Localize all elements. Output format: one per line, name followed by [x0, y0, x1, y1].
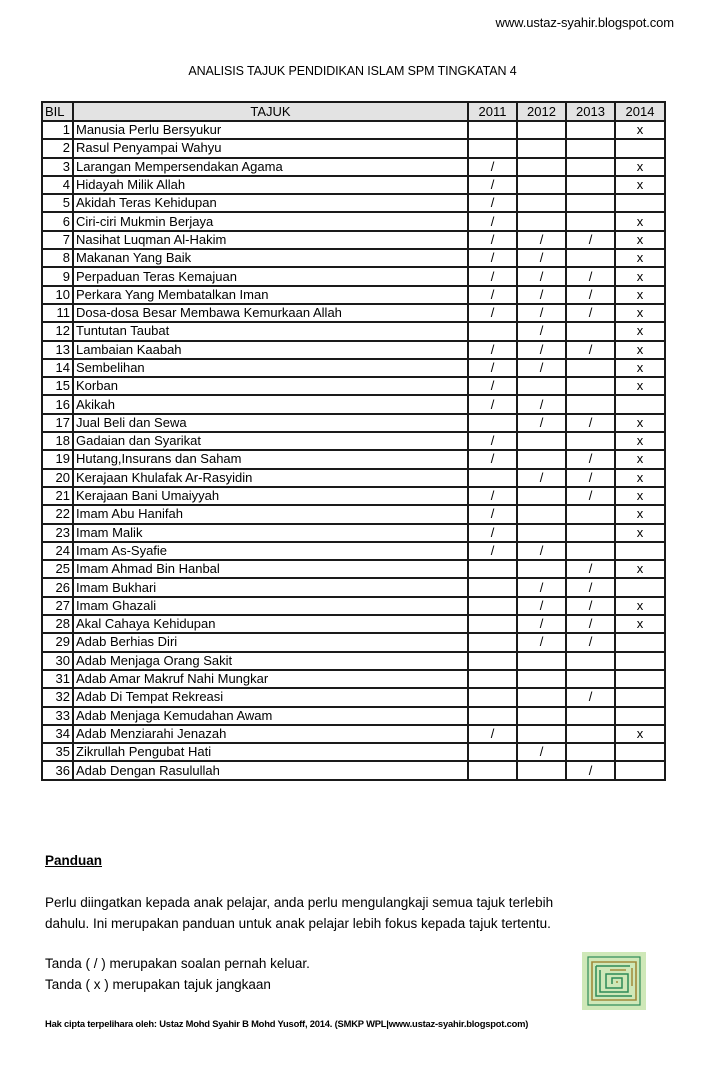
row-number: 34 — [42, 725, 73, 743]
mark-2011 — [468, 139, 517, 157]
topic-analysis-table — [41, 101, 666, 781]
mark-2014 — [615, 139, 665, 157]
mark-2012 — [517, 176, 566, 194]
mark-2012 — [517, 670, 566, 688]
row-number: 1 — [42, 121, 73, 139]
guide-paragraph — [45, 892, 645, 934]
table-row — [42, 267, 665, 285]
table-row — [42, 743, 665, 761]
row-topic: Akal Cahaya Kehidupan — [73, 615, 468, 633]
mark-2012: / — [517, 359, 566, 377]
mark-2011 — [468, 578, 517, 596]
mark-2013: / — [566, 414, 615, 432]
table-row — [42, 725, 665, 743]
row-number: 12 — [42, 322, 73, 340]
row-topic: Korban — [73, 377, 468, 395]
row-number: 19 — [42, 450, 73, 468]
mark-2011: / — [468, 286, 517, 304]
mark-2014: x — [615, 286, 665, 304]
mark-2014: x — [615, 377, 665, 395]
row-topic: Nasihat Luqman Al-Hakim — [73, 231, 468, 249]
row-number: 18 — [42, 432, 73, 450]
row-number: 25 — [42, 560, 73, 578]
mark-2011: / — [468, 194, 517, 212]
mark-2013 — [566, 212, 615, 230]
table-row — [42, 469, 665, 487]
table-row — [42, 359, 665, 377]
row-topic: Kerajaan Bani Umaiyyah — [73, 487, 468, 505]
row-number: 28 — [42, 615, 73, 633]
header-2013: 2013 — [566, 102, 615, 121]
guide-paragraph-line-2: dahulu. Ini merupakan panduan untuk anak pelajar lebih fokus kepada tajuk tertentu. — [45, 916, 551, 931]
header-2012: 2012 — [517, 102, 566, 121]
mark-2012: / — [517, 414, 566, 432]
row-topic: Akikah — [73, 395, 468, 413]
mark-2013: / — [566, 469, 615, 487]
mark-2011: / — [468, 341, 517, 359]
mark-2013 — [566, 524, 615, 542]
mark-2013: / — [566, 450, 615, 468]
row-number: 15 — [42, 377, 73, 395]
table-row — [42, 578, 665, 596]
mark-2011: / — [468, 487, 517, 505]
row-topic: Manusia Perlu Bersyukur — [73, 121, 468, 139]
row-topic: Imam Bukhari — [73, 578, 468, 596]
header-bil: BIL — [42, 102, 73, 121]
table-header-row — [42, 102, 665, 121]
row-topic: Imam Malik — [73, 524, 468, 542]
mark-2014: x — [615, 249, 665, 267]
mark-2014: x — [615, 505, 665, 523]
mark-2012 — [517, 688, 566, 706]
row-number: 8 — [42, 249, 73, 267]
mark-2014: x — [615, 414, 665, 432]
mark-2011 — [468, 743, 517, 761]
row-number: 27 — [42, 597, 73, 615]
row-topic: Imam Abu Hanifah — [73, 505, 468, 523]
mark-2014: x — [615, 597, 665, 615]
mark-2011: / — [468, 304, 517, 322]
mark-2012: / — [517, 633, 566, 651]
mark-2011 — [468, 322, 517, 340]
table-row — [42, 670, 665, 688]
mark-2012 — [517, 139, 566, 157]
mark-2013 — [566, 505, 615, 523]
row-topic: Ciri-ciri Mukmin Berjaya — [73, 212, 468, 230]
mark-2014: x — [615, 231, 665, 249]
row-topic: Imam Ahmad Bin Hanbal — [73, 560, 468, 578]
mark-2011 — [468, 469, 517, 487]
mark-2014 — [615, 743, 665, 761]
mark-2014: x — [615, 176, 665, 194]
mark-2014: x — [615, 450, 665, 468]
mark-2014: x — [615, 322, 665, 340]
mark-2013: / — [566, 633, 615, 651]
mark-2014 — [615, 542, 665, 560]
row-number: 11 — [42, 304, 73, 322]
row-topic: Akidah Teras Kehidupan — [73, 194, 468, 212]
table-row — [42, 542, 665, 560]
mark-2012: / — [517, 341, 566, 359]
table-row — [42, 304, 665, 322]
mark-2012 — [517, 212, 566, 230]
mark-2011: / — [468, 158, 517, 176]
mark-2012 — [517, 652, 566, 670]
header-2011: 2011 — [468, 102, 517, 121]
row-number: 24 — [42, 542, 73, 560]
mark-2011: / — [468, 212, 517, 230]
mark-2013 — [566, 176, 615, 194]
row-number: 13 — [42, 341, 73, 359]
mark-2012 — [517, 450, 566, 468]
row-number: 29 — [42, 633, 73, 651]
mark-2011: / — [468, 359, 517, 377]
mark-2013 — [566, 652, 615, 670]
mark-2013 — [566, 249, 615, 267]
table-row — [42, 633, 665, 651]
mark-2013: / — [566, 286, 615, 304]
mark-2011 — [468, 615, 517, 633]
table-row — [42, 121, 665, 139]
table-row — [42, 395, 665, 413]
legend-x: Tanda ( x ) merupakan tajuk jangkaan — [45, 977, 271, 992]
mark-2013 — [566, 139, 615, 157]
mark-2011 — [468, 560, 517, 578]
mark-2013: / — [566, 597, 615, 615]
table-row — [42, 615, 665, 633]
mark-2013 — [566, 194, 615, 212]
mark-2012 — [517, 707, 566, 725]
row-number: 26 — [42, 578, 73, 596]
mark-2013 — [566, 743, 615, 761]
mark-2014: x — [615, 359, 665, 377]
mark-2011: / — [468, 249, 517, 267]
table-row — [42, 432, 665, 450]
mark-2012: / — [517, 267, 566, 285]
mark-2011: / — [468, 505, 517, 523]
mark-2014: x — [615, 267, 665, 285]
row-topic: Zikrullah Pengubat Hati — [73, 743, 468, 761]
mark-2014 — [615, 761, 665, 779]
mark-2014 — [615, 707, 665, 725]
mark-2012: / — [517, 542, 566, 560]
mark-2014 — [615, 395, 665, 413]
mark-2011: / — [468, 725, 517, 743]
table-row — [42, 158, 665, 176]
row-topic: Adab Berhias Diri — [73, 633, 468, 651]
mark-2014: x — [615, 615, 665, 633]
table-row — [42, 286, 665, 304]
header-2014: 2014 — [615, 102, 665, 121]
mark-2012 — [517, 121, 566, 139]
table-row — [42, 341, 665, 359]
row-number: 6 — [42, 212, 73, 230]
mark-2012 — [517, 524, 566, 542]
row-number: 4 — [42, 176, 73, 194]
mark-2012: / — [517, 304, 566, 322]
mark-2013: / — [566, 688, 615, 706]
mark-2012 — [517, 194, 566, 212]
mark-2014: x — [615, 524, 665, 542]
mark-2013: / — [566, 231, 615, 249]
mark-2014 — [615, 578, 665, 596]
row-number: 23 — [42, 524, 73, 542]
header-tajuk: TAJUK — [73, 102, 468, 121]
mark-2011 — [468, 652, 517, 670]
mark-2012 — [517, 158, 566, 176]
mark-2013: / — [566, 267, 615, 285]
mark-2011 — [468, 633, 517, 651]
guide-heading: Panduan — [45, 853, 103, 868]
mark-2012: / — [517, 743, 566, 761]
mark-2014 — [615, 670, 665, 688]
mark-2011 — [468, 121, 517, 139]
row-topic: Perpaduan Teras Kemajuan — [73, 267, 468, 285]
mark-2011: / — [468, 377, 517, 395]
table-row — [42, 176, 665, 194]
row-topic: Tuntutan Taubat — [73, 322, 468, 340]
table-row — [42, 212, 665, 230]
row-number: 36 — [42, 761, 73, 779]
row-topic: Makanan Yang Baik — [73, 249, 468, 267]
row-topic: Dosa-dosa Besar Membawa Kemurkaan Allah — [73, 304, 468, 322]
row-topic: Perkara Yang Membatalkan Iman — [73, 286, 468, 304]
table-row — [42, 249, 665, 267]
mark-2012 — [517, 505, 566, 523]
row-topic: Lambaian Kaabah — [73, 341, 468, 359]
mark-2012 — [517, 560, 566, 578]
row-topic: Sembelihan — [73, 359, 468, 377]
row-topic: Adab Menjaga Kemudahan Awam — [73, 707, 468, 725]
mark-2013: / — [566, 761, 615, 779]
mark-2012 — [517, 432, 566, 450]
mark-2012: / — [517, 597, 566, 615]
table-row — [42, 524, 665, 542]
row-number: 21 — [42, 487, 73, 505]
row-number: 20 — [42, 469, 73, 487]
mark-2014: x — [615, 469, 665, 487]
mark-2011: / — [468, 450, 517, 468]
mark-2011 — [468, 597, 517, 615]
mark-2013 — [566, 395, 615, 413]
mark-2011: / — [468, 231, 517, 249]
table-row — [42, 139, 665, 157]
row-topic: Hutang,Insurans dan Saham — [73, 450, 468, 468]
row-topic: Kerajaan Khulafak Ar-Rasyidin — [73, 469, 468, 487]
row-number: 10 — [42, 286, 73, 304]
row-topic: Adab Amar Makruf Nahi Mungkar — [73, 670, 468, 688]
row-number: 31 — [42, 670, 73, 688]
row-number: 3 — [42, 158, 73, 176]
mark-2014: x — [615, 341, 665, 359]
table-row — [42, 487, 665, 505]
mark-2014 — [615, 194, 665, 212]
mark-2013 — [566, 725, 615, 743]
row-number: 5 — [42, 194, 73, 212]
mark-2013 — [566, 542, 615, 560]
mark-2011 — [468, 707, 517, 725]
copyright-notice: Hak cipta terpelihara oleh: Ustaz Mohd Syahir B Mohd Yusoff, 2014. (SMKP WPL|www.ustaz-syahir.blogspot.com) — [45, 1018, 529, 1029]
mark-2014: x — [615, 487, 665, 505]
mark-2013 — [566, 670, 615, 688]
mark-2013 — [566, 377, 615, 395]
mark-2011: / — [468, 432, 517, 450]
mark-2014: x — [615, 212, 665, 230]
site-url: www.ustaz-syahir.blogspot.com — [495, 15, 674, 30]
row-topic: Adab Menziarahi Jenazah — [73, 725, 468, 743]
table-row — [42, 377, 665, 395]
table-row — [42, 414, 665, 432]
mark-2013: / — [566, 615, 615, 633]
mark-2014 — [615, 633, 665, 651]
table-row — [42, 597, 665, 615]
row-number: 2 — [42, 139, 73, 157]
row-topic: Adab Di Tempat Rekreasi — [73, 688, 468, 706]
mark-2012 — [517, 377, 566, 395]
mark-2014: x — [615, 121, 665, 139]
mark-2012: / — [517, 231, 566, 249]
row-topic: Adab Menjaga Orang Sakit — [73, 652, 468, 670]
table-row — [42, 560, 665, 578]
mark-2013: / — [566, 560, 615, 578]
mark-2013 — [566, 322, 615, 340]
table-row — [42, 450, 665, 468]
table-row — [42, 652, 665, 670]
mark-2013: / — [566, 341, 615, 359]
mark-2012 — [517, 487, 566, 505]
row-number: 17 — [42, 414, 73, 432]
mark-2011: / — [468, 395, 517, 413]
mark-2014 — [615, 688, 665, 706]
row-number: 30 — [42, 652, 73, 670]
mark-2012 — [517, 761, 566, 779]
row-topic: Gadaian dan Syarikat — [73, 432, 468, 450]
mark-2013 — [566, 707, 615, 725]
mark-2014: x — [615, 304, 665, 322]
mark-2011: / — [468, 542, 517, 560]
row-topic: Adab Dengan Rasulullah — [73, 761, 468, 779]
row-number: 14 — [42, 359, 73, 377]
mark-2013 — [566, 121, 615, 139]
mark-2011 — [468, 414, 517, 432]
row-number: 33 — [42, 707, 73, 725]
table-row — [42, 194, 665, 212]
row-topic: Rasul Penyampai Wahyu — [73, 139, 468, 157]
document-title: ANALISIS TAJUK PENDIDIKAN ISLAM SPM TINGKATAN 4 — [188, 64, 517, 78]
row-number: 16 — [42, 395, 73, 413]
table-row — [42, 761, 665, 779]
mark-2014 — [615, 652, 665, 670]
mark-2013: / — [566, 304, 615, 322]
mark-2012: / — [517, 322, 566, 340]
mark-2014: x — [615, 432, 665, 450]
mark-2011 — [468, 670, 517, 688]
mark-2013: / — [566, 578, 615, 596]
row-topic: Imam As-Syafie — [73, 542, 468, 560]
mark-2012: / — [517, 469, 566, 487]
row-number: 9 — [42, 267, 73, 285]
mark-2014: x — [615, 158, 665, 176]
mark-2012: / — [517, 249, 566, 267]
mark-2011 — [468, 688, 517, 706]
mark-2013 — [566, 359, 615, 377]
guide-paragraph-line-1: Perlu diingatkan kepada anak pelajar, anda perlu mengulangkaji semua tajuk terlebih — [45, 895, 554, 910]
mark-2014: x — [615, 725, 665, 743]
table-row — [42, 322, 665, 340]
mark-2011: / — [468, 267, 517, 285]
row-number: 22 — [42, 505, 73, 523]
row-number: 35 — [42, 743, 73, 761]
mark-2012: / — [517, 395, 566, 413]
table-row — [42, 231, 665, 249]
mark-2011: / — [468, 524, 517, 542]
table-row — [42, 707, 665, 725]
row-topic: Jual Beli dan Sewa — [73, 414, 468, 432]
mark-2011 — [468, 761, 517, 779]
mark-2014: x — [615, 560, 665, 578]
row-topic: Larangan Mempersendakan Agama — [73, 158, 468, 176]
mark-2013: / — [566, 487, 615, 505]
mark-2012: / — [517, 578, 566, 596]
mark-2012: / — [517, 286, 566, 304]
row-topic: Hidayah Milik Allah — [73, 176, 468, 194]
row-number: 7 — [42, 231, 73, 249]
row-number: 32 — [42, 688, 73, 706]
table-row — [42, 688, 665, 706]
mark-2013 — [566, 158, 615, 176]
mark-2012 — [517, 725, 566, 743]
table-row — [42, 505, 665, 523]
mark-2012: / — [517, 615, 566, 633]
mark-2013 — [566, 432, 615, 450]
mark-2011: / — [468, 176, 517, 194]
kufi-calligraphy-logo-icon — [582, 952, 646, 1010]
row-topic: Imam Ghazali — [73, 597, 468, 615]
legend-slash: Tanda ( / ) merupakan soalan pernah keluar. — [45, 956, 310, 971]
